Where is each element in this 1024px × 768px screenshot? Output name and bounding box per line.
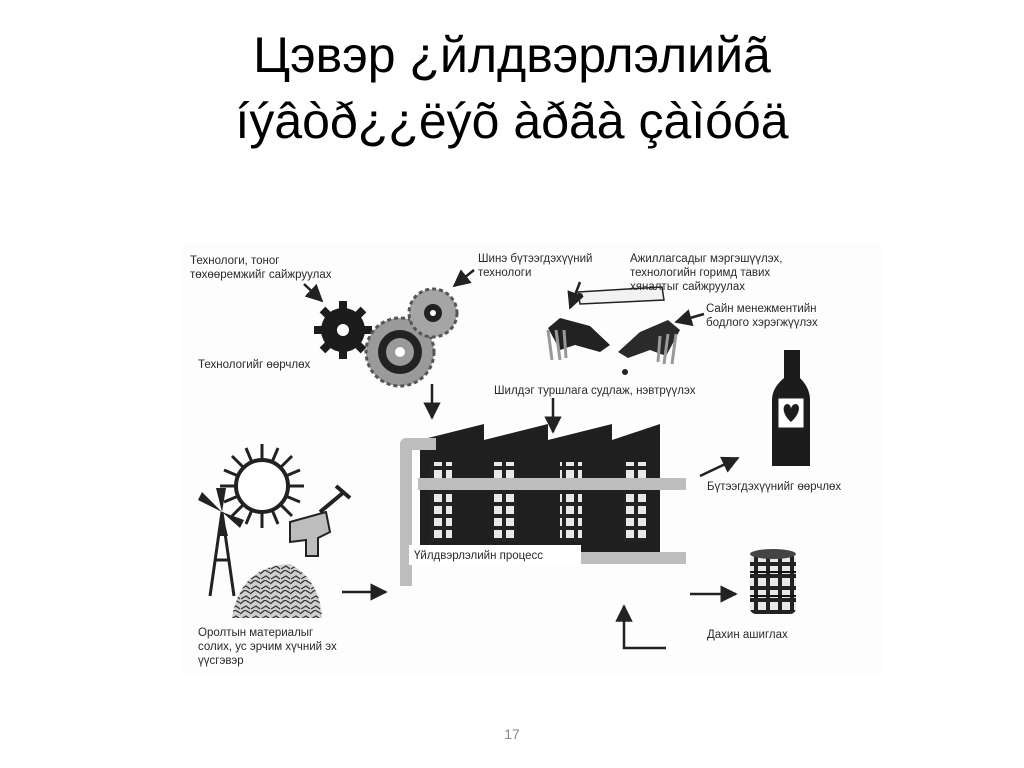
page-number: 17 xyxy=(504,726,520,742)
label-workforce-3: хяналтыг сайжруулах xyxy=(630,281,745,293)
dark-gear-icon xyxy=(314,301,372,359)
label-tech-equipment-2: төхөөремжийг сайжруулах xyxy=(190,269,332,281)
label-input-materials-2: солих, ус эрчим хүчний эх xyxy=(198,641,337,653)
sun-icon xyxy=(220,444,304,528)
label-workforce-1: Ажиллагсадыг мэргэшүүлэх, xyxy=(630,253,783,265)
label-input-materials-3: үүсгэвэр xyxy=(198,655,244,667)
label-new-product-tech-2: технологи xyxy=(478,267,532,279)
label-tech-equipment-1: Технологи, тоног xyxy=(190,255,280,267)
label-input-materials-1: Оролтын материалыг xyxy=(198,627,314,639)
label-management-1: Сайн менежментийн xyxy=(706,303,817,315)
factory-icon xyxy=(420,424,660,560)
label-production-process: Үйлдвэрлэлийн процесс xyxy=(414,550,544,562)
label-management-2: бодлого хэрэгжүүлэх xyxy=(706,317,818,329)
label-experience: Шилдэг туршлага судлаж, нэвтрүүлэх xyxy=(494,385,696,397)
label-workforce-2: технологийн горимд тавих xyxy=(630,267,771,279)
title-line-1: Цэвэр ¿йлдвэрлэлийã xyxy=(253,27,771,83)
title-line-2: íýâòð¿¿ëýõ àðãà çàìóóä xyxy=(235,93,789,149)
label-product-change: Бүтээгдэхүүнийг өөрчлөх xyxy=(707,481,842,493)
label-tech-change: Технологийг өөрчлөх xyxy=(198,359,311,371)
small-gray-gear-icon xyxy=(409,289,457,337)
label-reuse: Дахин ашиглах xyxy=(707,629,788,641)
label-new-product-tech-1: Шинэ бүтээгдэхүүний xyxy=(478,253,593,265)
barrel-icon xyxy=(750,549,796,614)
